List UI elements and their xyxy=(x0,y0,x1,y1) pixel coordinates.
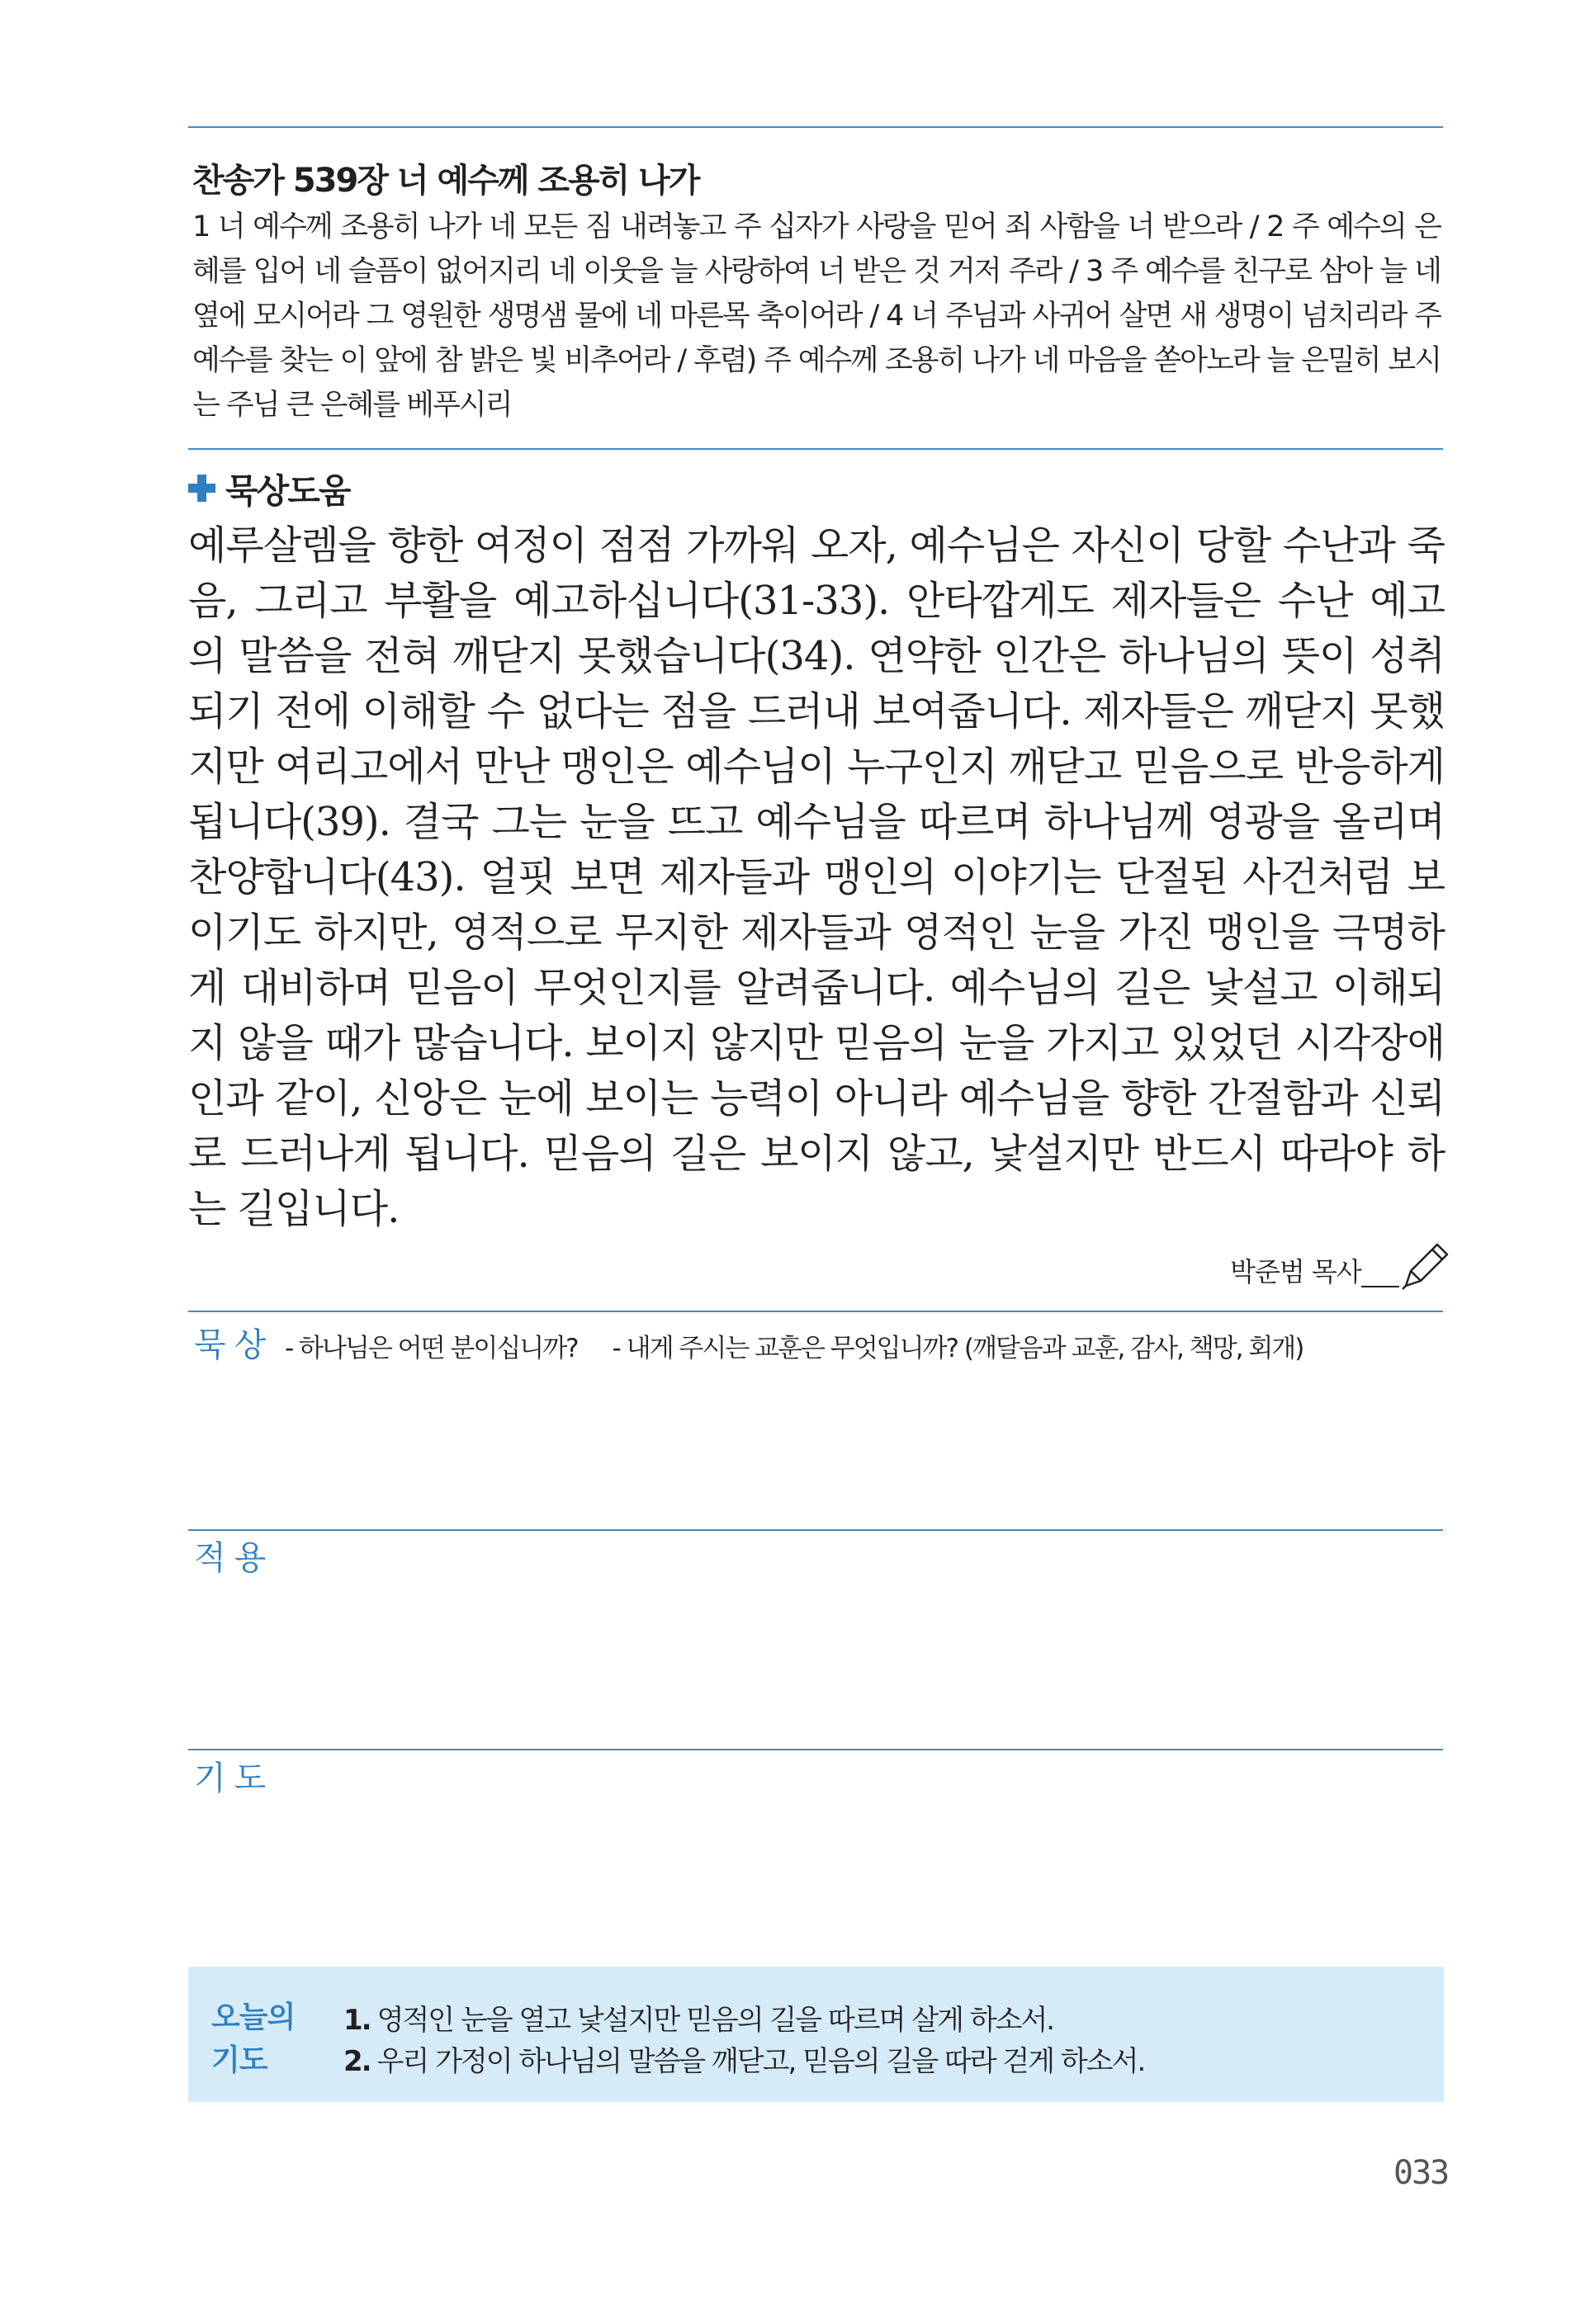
pray-rule xyxy=(188,1749,1443,1750)
todays-prayer-label-line2: 기도 xyxy=(211,2043,267,2077)
todays-prayer-box xyxy=(188,1967,1444,2102)
reflect-prompts xyxy=(285,1327,1303,1364)
hymn-bottom-rule xyxy=(188,448,1443,450)
pray-label: 기도 xyxy=(194,1760,275,1797)
reflect-prompt-2: - 내게 주시는 교훈은 무엇입니까? (깨달음과 교훈, 감사, 책망, 회개) xyxy=(612,1334,1303,1363)
author-name: 박준범 목사 xyxy=(1230,1256,1361,1287)
apply-rule xyxy=(188,1529,1443,1531)
reflect-prompt-1: - 하나님은 어떤 분이십니까? xyxy=(285,1334,578,1363)
reflect-rule xyxy=(188,1311,1443,1312)
meditation-heading-label: 묵상도움 xyxy=(225,471,350,511)
todays-prayer-label xyxy=(211,1996,295,2082)
prayer-item-1-text: 영적인 눈을 열고 낯설지만 믿음의 길을 따르며 살게 하소서. xyxy=(376,2004,1054,2037)
hymn-title: 찬송가 539장 너 예수께 조용히 나가 xyxy=(192,162,699,200)
pencil-icon xyxy=(1399,1238,1450,1292)
top-rule xyxy=(188,126,1443,128)
reflect-label: 묵상 xyxy=(194,1326,275,1364)
apply-label: 적용 xyxy=(194,1539,275,1577)
meditation-heading xyxy=(188,464,349,513)
todays-prayer-label-line1: 오늘의 xyxy=(211,2000,296,2034)
prayer-item-2-text: 우리 가정이 하나님의 말씀을 깨닫고, 믿음의 길을 따라 걷게 하소서. xyxy=(376,2045,1145,2078)
prayer-item-1 xyxy=(343,2000,1144,2041)
prayer-item-1-number: 1. xyxy=(343,2004,371,2037)
prayer-item-2 xyxy=(343,2041,1144,2082)
meditation-body: 예루살렘을 향한 여정이 점점 가까워 오자, 예수님은 자신이 당할 수난과 죽음, 그리고 부활을 예고하십니다(31-33). 안타깝게도 제자들은 수난 예고의 말씀을 전혀 깨닫지 못했습니다(34). 연약한 인간은 하나님의 뜻이 성취되기 전에 이해할 수 없다는 점을 드러내 보여줍니다. 제자들은 깨닫지 못했지만 여리고에서 만난 맹인은 예수님이 누구인지 깨닫고 믿음으로 반응하게 됩니다(39). 결국 그는 눈을 뜨고 예수님을 따르며 하나님께 영광을 올리며 찬양합니다(43). 얼핏 보면 제자들과 맹인의 이야기는 단절된 사건처럼 보이기도 하지만, 영적으로 무지한 제자들과 영적인 눈을 가진 맹인을 극명하게 대비하며 믿음이 무엇인지를 알려줍니다. 예수님의 길은 낯설고 이해되지 않을 때가 많습니다. 보이지 않지만 믿음의 눈을 가지고 있었던 시각장애인과 같이, 신앙은 눈에 보이는 능력이 아니라 예수님을 향한 간절함과 신뢰로 드러나게 됩니다. 믿음의 길은 보이지 않고, 낯설지만 반드시 따라야 하는 길입니다. xyxy=(188,522,1445,1232)
todays-prayer-items xyxy=(343,2000,1144,2082)
author-signature xyxy=(1230,1238,1450,1292)
signature-line xyxy=(1361,1286,1399,1287)
hymn-lyrics: 1 너 예수께 조용히 나가 네 모든 짐 내려놓고 주 십자가 사랑을 믿어 죄 사함을 너 받으라 / 2 주 예수의 은혜를 입어 네 슬픔이 없어지리 네 이웃을 늘 사랑하여 너 받은 것 거저 주라 / 3 주 예수를 친구로 삼아 늘 네 옆에 모시어라 그 영원한 생명샘 물에 네 마른목 축이어라 / 4 너 주님과 사귀어 살면 새 생명이 넘치리라 주 예수를 찾는 이 앞에 참 밝은 빛 비추어라 / 후렴) 주 예수께 조용히 나가 네 마음을 쏟아노라 늘 은밀히 보시는 주님 큰 은혜를 베푸시리 xyxy=(192,210,1441,422)
plus-icon xyxy=(188,475,215,502)
page-number: 033 xyxy=(1393,2154,1449,2192)
prayer-item-2-number: 2. xyxy=(343,2045,371,2078)
